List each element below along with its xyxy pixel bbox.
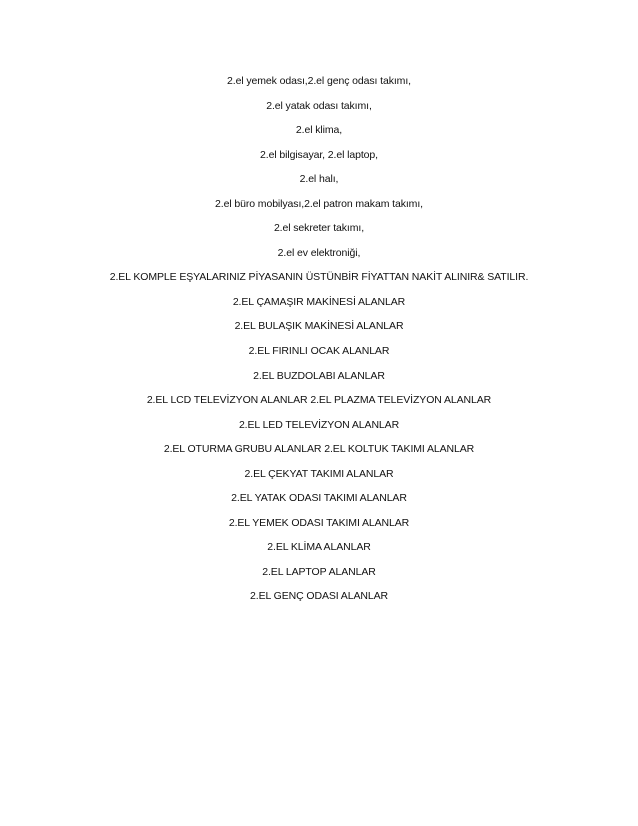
text-line-7: 2.el sekreter takımı, (273, 222, 365, 235)
text-line-6: 2.el büro mobilyası,2.el patron makam takımı, (215, 197, 423, 210)
text-line-22: 2.EL GENÇ ODASI ALANLAR (250, 590, 388, 603)
text-line-5: 2.el halı, (299, 173, 339, 186)
text-line-9: 2.EL KOMPLE EŞYALARINIZ PİYASANIN ÜSTÜNBİR FİYATTAN NAKİT ALINIR& SATILIR. (109, 271, 529, 284)
text-line-17: 2.EL ÇEKYAT TAKIMI ALANLAR (244, 467, 394, 480)
text-line-13: 2.EL BUZDOLABI ALANLAR (253, 369, 385, 382)
text-line-16: 2.EL OTURMA GRUBU ALANLAR 2.EL KOLTUK TAKIMI ALANLAR (163, 443, 475, 456)
text-line-12: 2.EL FIRINLI OCAK ALANLAR (248, 345, 390, 358)
text-line-11: 2.EL BULAŞIK MAKİNESİ ALANLAR (234, 320, 404, 333)
text-line-14: 2.EL LCD TELEVİZYON ALANLAR 2.EL PLAZMA TELEVİZYON ALANLAR (146, 394, 492, 407)
text-line-20: 2.EL KLİMA ALANLAR (267, 541, 371, 554)
text-line-2: 2.el yatak odası takımı, (266, 99, 372, 112)
text-line-15: 2.EL LED TELEVİZYON ALANLAR (238, 418, 400, 431)
text-line-3: 2.el klima, (295, 124, 343, 137)
text-line-1: 2.el yemek odası,2.el genç odası takımı, (227, 75, 411, 87)
text-line-21: 2.EL LAPTOP ALANLAR (262, 565, 376, 578)
text-line-19: 2.EL YEMEK ODASI TAKIMI ALANLAR (228, 516, 410, 529)
text-line-10: 2.EL ÇAMAŞIR MAKİNESİ ALANLAR (232, 295, 406, 308)
text-line-8: 2.el ev elektroniği, (277, 246, 361, 259)
text-line-4: 2.el bilgisayar, 2.el laptop, (260, 148, 378, 161)
document-body (0, 74, 638, 614)
text-line-18: 2.EL YATAK ODASI TAKIMI ALANLAR (231, 492, 407, 505)
